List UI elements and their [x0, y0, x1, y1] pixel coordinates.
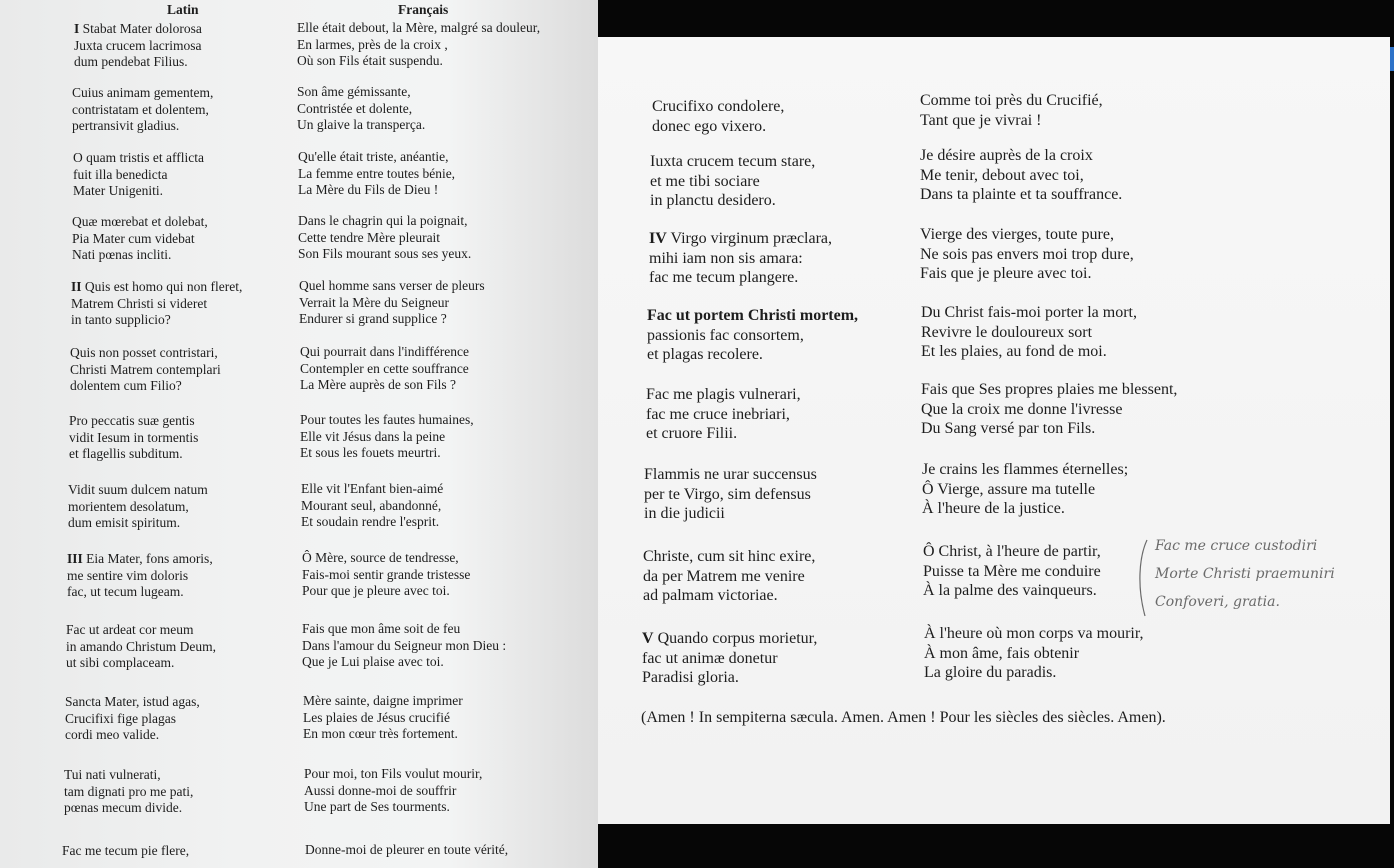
verse-line: Donne-moi de pleurer en toute vérité, — [305, 842, 509, 857]
verse-line: Matrem Christi si videret — [71, 295, 208, 311]
stanza — [924, 624, 1144, 683]
verse-line: et me tibi sociare — [650, 172, 760, 190]
verse-line: me sentire vim doloris — [67, 567, 189, 583]
verse-line: Ô Vierge, assure ma tutelle — [922, 480, 1096, 498]
stanza — [62, 843, 189, 860]
verse-line: Dans ta plainte et ta souffrance. — [920, 186, 1123, 203]
verse-line: per te Virgo, sim defensus — [644, 485, 811, 503]
stanza — [643, 547, 815, 606]
verse-line: in die judicii — [644, 505, 725, 522]
verse-line: Christe, cum sit hinc exire, — [643, 548, 816, 565]
section-numeral: I — [74, 21, 80, 36]
handwriting-line: Confoveri, gratia. — [1155, 594, 1280, 610]
stanza — [65, 694, 200, 744]
verse-line: I Stabat Mater dolorosa — [74, 21, 202, 36]
verse-line: Revivre le douloureux sort — [921, 323, 1093, 341]
verse-line: Elle vit l'Enfant bien-aimé — [301, 481, 444, 496]
verse-line: Vidit suum dulcem natum — [68, 482, 208, 497]
verse-line: Fais que je pleure avec toi. — [920, 265, 1092, 282]
stanza — [921, 303, 1137, 362]
verse-line: fac, ut tecum lugeam. — [67, 584, 184, 599]
verse-line: Fac me tecum pie flere, — [62, 843, 190, 858]
verse-line: dolentem cum Filio? — [70, 378, 182, 393]
verse-line: Pour moi, ton Fils voulut mourir, — [304, 766, 483, 781]
verse-line: Ô Mère, source de tendresse, — [302, 550, 459, 565]
stanza — [649, 229, 832, 288]
verse-line: et plagas recolere. — [647, 346, 763, 363]
verse-line: En mon cœur très fortement. — [303, 726, 458, 741]
verse-line: Cuius animam gementem, — [72, 85, 214, 100]
verse-line: Et sous les fouets meurtri. — [300, 445, 441, 460]
verse-line: À l'heure où mon corps va mourir, — [924, 625, 1144, 642]
francais-header: Français — [398, 2, 449, 17]
verse-line: Comme toi près du Crucifié, — [920, 92, 1103, 109]
stanza — [297, 20, 540, 70]
verse-line: Tui nati vulnerati, — [64, 767, 161, 782]
verse-line: Me tenir, debout avec toi, — [920, 166, 1084, 184]
verse-line: III Eia Mater, fons amoris, — [67, 551, 213, 566]
verse-line: Verrait la Mère du Seigneur — [299, 294, 449, 310]
stanza — [302, 621, 506, 671]
verse-line: Elle vit Jésus dans la peine — [300, 428, 446, 444]
verse-line: pœnas mecum divide. — [64, 800, 183, 815]
verse-line: Mère sainte, daigne imprimer — [303, 693, 463, 708]
stanza — [652, 97, 784, 136]
amen-line: (Amen ! In sempiterna sæcula. Amen. Amen ! Pour les siècles des siècles. Amen). — [641, 709, 1166, 726]
stanza — [644, 465, 817, 524]
verse-line: Que je Lui plaise avec toi. — [302, 654, 444, 669]
verse-line: Et soudain rendre l'esprit. — [301, 514, 440, 529]
stanza — [72, 85, 213, 135]
verse-line: O quam tristis et afflicta — [73, 150, 204, 165]
verse-line: Et les plaies, au fond de moi. — [921, 343, 1107, 360]
verse-line: pertransivit gladius. — [72, 118, 180, 133]
verse-line: IV Virgo virginum præclara, — [649, 230, 833, 247]
section-numeral: IV — [649, 230, 667, 247]
verse-line: Endurer si grand supplice ? — [299, 311, 447, 326]
verse-line: Paradisi gloria. — [642, 669, 739, 686]
stanza — [298, 149, 455, 199]
stanza — [921, 380, 1177, 439]
verse-line: Les plaies de Jésus crucifié — [303, 709, 450, 725]
right-page-viewer — [598, 0, 1394, 868]
stanza — [297, 84, 425, 134]
verse-line: Fac ut portem Christi mortem, — [647, 307, 859, 324]
right-page — [598, 37, 1390, 824]
stanza — [647, 306, 858, 365]
verse-line: À la palme des vainqueurs. — [923, 582, 1097, 599]
verse-line: Elle était debout, la Mère, malgré sa douleur, — [297, 20, 541, 35]
verse-line: et cruore Filii. — [646, 425, 738, 442]
verse-line: Iuxta crucem tecum stare, — [650, 153, 816, 170]
scroll-indicator[interactable] — [1390, 47, 1394, 71]
verse-line: fuit illa benedicta — [73, 166, 168, 182]
verse-line: fac me tecum plangere. — [649, 269, 799, 286]
stanza — [650, 152, 815, 211]
verse-line: Son âme gémissante, — [297, 84, 411, 99]
stanza — [303, 693, 463, 743]
stanza — [70, 345, 221, 395]
verse-line: Vierge des vierges, toute pure, — [920, 226, 1114, 243]
stanza — [300, 412, 474, 462]
verse-line: mihi iam non sis amara: — [649, 249, 803, 267]
verse-line: fac me cruce inebriari, — [646, 405, 790, 423]
verse-line: passionis fac consortem, — [647, 326, 804, 344]
stanza — [64, 767, 193, 817]
verse-line: La femme entre toutes bénie, — [298, 165, 456, 181]
stanza — [74, 21, 202, 71]
verse-line: in tanto supplicio? — [71, 312, 171, 327]
verse-line: morientem desolatum, — [68, 498, 189, 514]
verse-line: Qui pourrait dans l'indifférence — [300, 344, 470, 359]
verse-line: Fais que mon âme soit de feu — [302, 621, 461, 636]
verse-line: fac ut animæ donetur — [642, 649, 778, 667]
verse-line: Flammis ne urar succensus — [644, 466, 817, 483]
verse-line: Crucifixo condolere, — [652, 98, 785, 115]
verse-line: Mourant seul, abandonné, — [301, 497, 442, 513]
verse-line: Puisse ta Mère me conduire — [923, 562, 1101, 580]
verse-line: in planctu desidero. — [650, 192, 776, 209]
verse-line: Son Fils mourant sous ses yeux. — [298, 246, 472, 261]
latin-header: Latin — [167, 2, 199, 17]
verse-line: contristatam et dolentem, — [72, 101, 209, 117]
verse-line: Pour que je pleure avec toi. — [302, 583, 450, 598]
verse-line: Quæ mœrebat et dolebat, — [72, 214, 208, 229]
stanza — [301, 481, 443, 531]
verse-line: Ô Christ, à l'heure de partir, — [923, 543, 1101, 560]
verse-line: Je désire auprès de la croix — [920, 147, 1093, 164]
stanza — [67, 551, 213, 601]
section-numeral: V — [642, 630, 654, 647]
verse-line: tam dignati pro me pati, — [64, 783, 194, 799]
verse-line: ut sibi complaceam. — [66, 655, 175, 670]
verse-line: donec ego vixero. — [652, 117, 767, 135]
verse-line: Je crains les flammes éternelles; — [922, 461, 1129, 478]
section-numeral: III — [67, 551, 83, 566]
verse-line: ad palmam victoriae. — [643, 587, 778, 604]
verse-line: Du Christ fais-moi porter la mort, — [921, 304, 1137, 321]
handwriting-line: Fac me cruce custodiri — [1155, 538, 1318, 554]
verse-line: Où son Fils était suspendu. — [297, 53, 443, 68]
stanza — [305, 842, 508, 859]
verse-line: Du Sang versé par ton Fils. — [921, 420, 1096, 437]
verse-line: La gloire du paradis. — [924, 664, 1057, 681]
stanza — [300, 344, 469, 394]
stanza — [299, 278, 485, 328]
verse-line: Sancta Mater, istud agas, — [65, 694, 200, 709]
verse-line: Une part de Ses tourments. — [304, 799, 450, 814]
verse-line: Ne sois pas envers moi trop dure, — [920, 245, 1134, 263]
stanza — [69, 413, 198, 463]
verse-line: Quel homme sans verser de pleurs — [299, 278, 485, 293]
verse-line: Dans le chagrin qui la poignait, — [298, 213, 468, 228]
verse-line: Pro peccatis suæ gentis — [69, 413, 195, 428]
verse-line: Aussi donne-moi de souffrir — [304, 782, 457, 798]
stanza — [71, 279, 242, 329]
verse-line: À l'heure de la justice. — [922, 500, 1065, 517]
verse-line: Fac ut ardeat cor meum — [66, 622, 194, 637]
handwritten-bracket — [1140, 540, 1147, 616]
stanza — [923, 542, 1101, 601]
verse-line: in amando Christum Deum, — [66, 638, 216, 654]
stanza — [920, 146, 1122, 205]
stanza — [298, 213, 471, 263]
stanza — [922, 460, 1128, 519]
verse-line: Fac me plagis vulnerari, — [646, 386, 801, 403]
stanza — [68, 482, 208, 532]
verse-line: cordi meo valide. — [65, 727, 160, 742]
verse-line: Fais que Ses propres plaies me blessent, — [921, 381, 1178, 398]
verse-line: Contempler en cette souffrance — [300, 360, 469, 376]
handwritten-annotation — [1133, 532, 1383, 622]
verse-line: dum pendebat Filius. — [74, 54, 188, 69]
verse-line: Christi Matrem contemplari — [70, 361, 221, 377]
stanza — [920, 225, 1134, 284]
stanza — [66, 622, 216, 672]
verse-line: La Mère du Fils de Dieu ! — [298, 182, 439, 197]
stanza — [73, 150, 204, 200]
verse-line: Fais-moi sentir grande tristesse — [302, 566, 471, 582]
verse-line: Tant que je vivrai ! — [920, 111, 1042, 129]
stanza — [72, 214, 208, 264]
verse-line: Mater Unigeniti. — [73, 183, 163, 198]
verse-line: dum emisit spiritum. — [68, 515, 181, 530]
verse-line: La Mère auprès de son Fils ? — [300, 377, 456, 392]
verse-line: Pour toutes les fautes humaines, — [300, 412, 474, 427]
stanza — [920, 91, 1103, 130]
verse-line: Un glaive la transperça. — [297, 117, 426, 132]
verse-line: Crucifixi fige plagas — [65, 710, 176, 726]
section-numeral: II — [71, 279, 82, 294]
handwriting-line: Morte Christi praemuniri — [1155, 566, 1335, 582]
stanza — [302, 550, 470, 600]
verse-line: Que la croix me donne l'ivresse — [921, 400, 1123, 418]
verse-line: À mon âme, fais obtenir — [924, 644, 1080, 662]
stanza — [642, 629, 817, 688]
verse-line: Dans l'amour du Seigneur mon Dieu : — [302, 637, 507, 653]
verse-line: vidit Iesum in tormentis — [69, 429, 199, 445]
verse-line: Quis non posset contristari, — [70, 345, 218, 360]
verse-line: Qu'elle était triste, anéantie, — [298, 149, 449, 164]
stanza — [304, 766, 482, 816]
verse-line: Contristée et dolente, — [297, 100, 413, 116]
left-page — [0, 0, 598, 868]
verse-line: II Quis est homo qui non fleret, — [71, 279, 243, 294]
stanza — [646, 385, 801, 444]
verse-line: Juxta crucem lacrimosa — [74, 37, 202, 53]
verse-line: En larmes, près de la croix , — [297, 36, 448, 52]
verse-line: da per Matrem me venire — [643, 567, 805, 585]
verse-line: V Quando corpus morietur, — [642, 630, 818, 647]
verse-line: et flagellis subditum. — [69, 446, 183, 461]
verse-line: Cette tendre Mère pleurait — [298, 229, 441, 245]
verse-line: Nati pœnas incliti. — [72, 247, 172, 262]
verse-line: Pia Mater cum videbat — [72, 230, 195, 246]
